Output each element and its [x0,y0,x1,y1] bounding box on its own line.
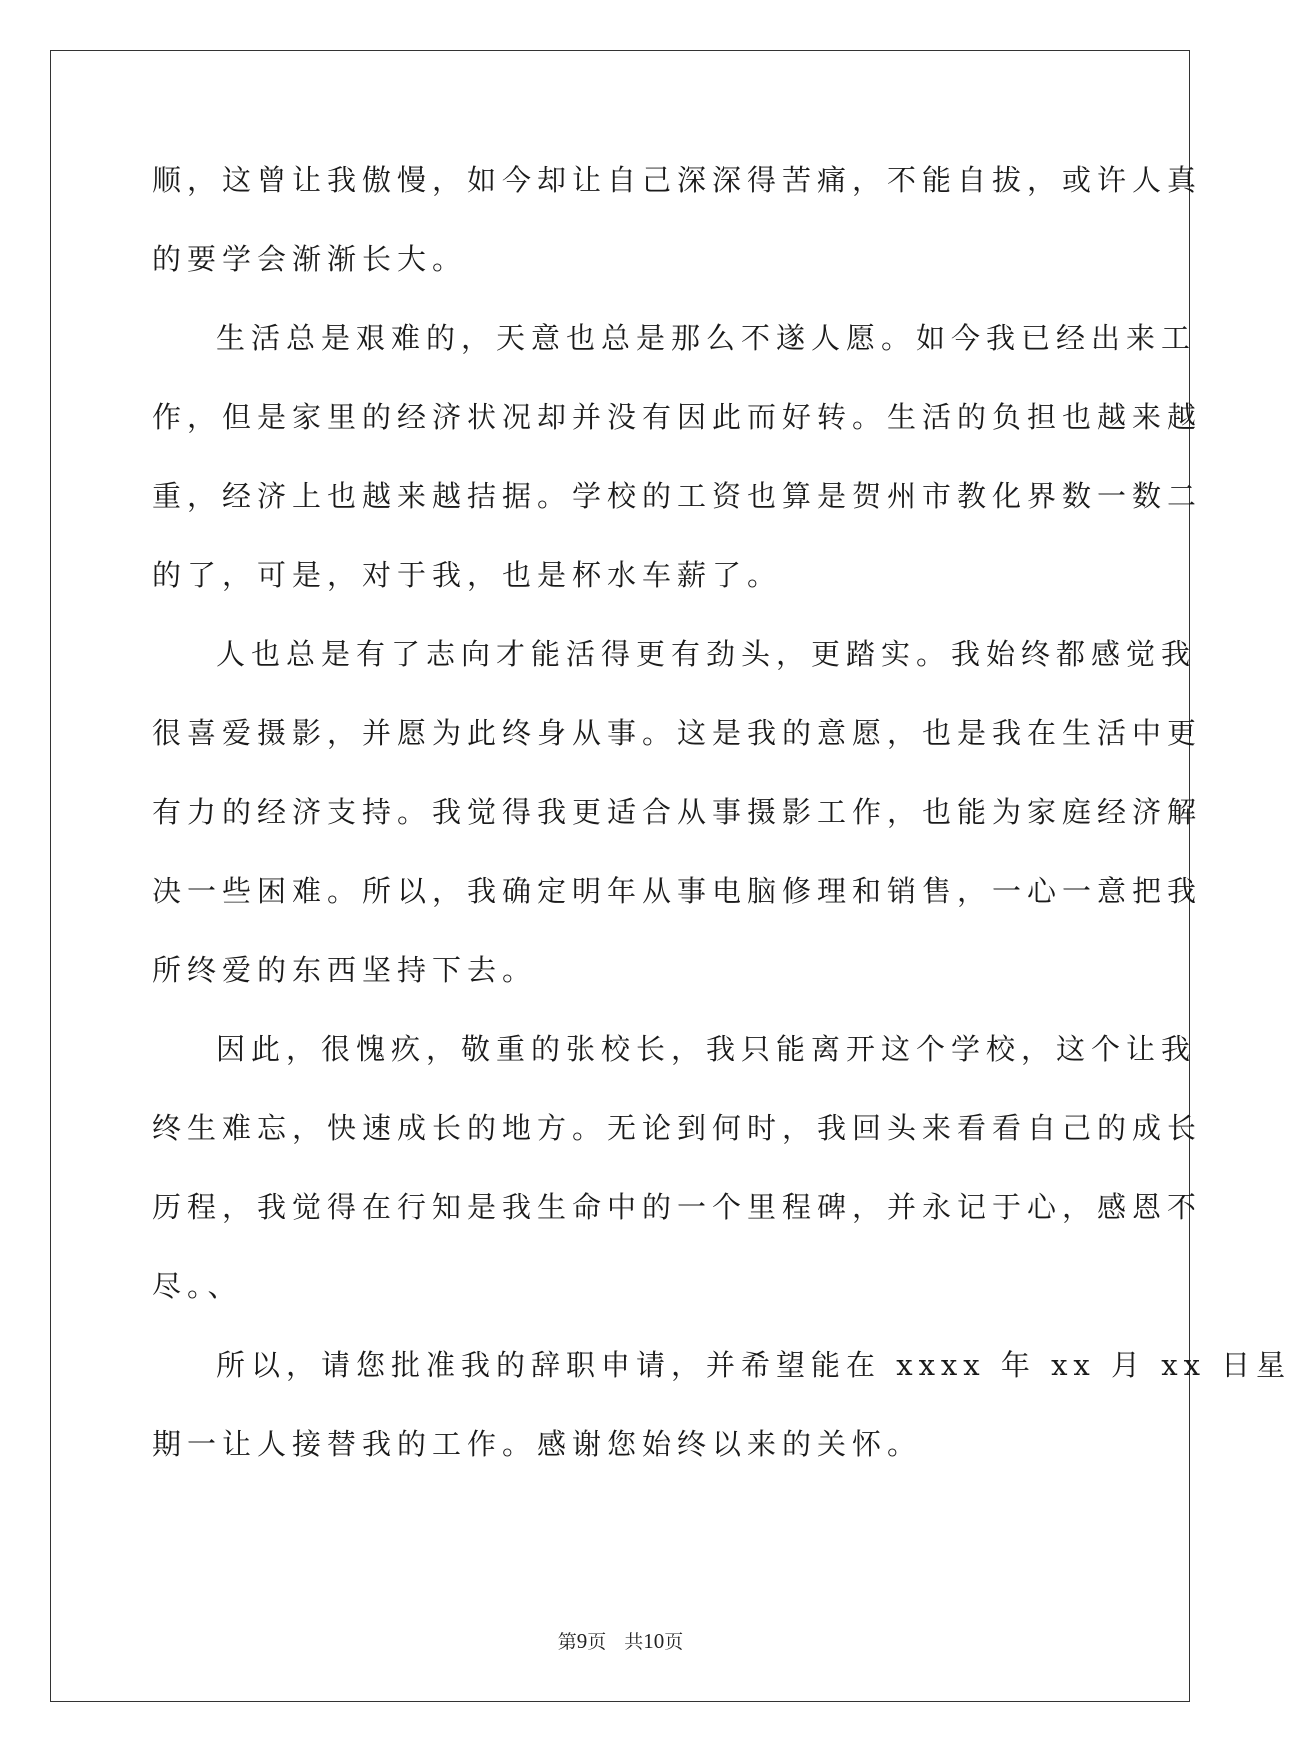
text-line: 顺，这曾让我傲慢，如今却让自己深深得苦痛，不能自拔，或许人真 [152,163,1203,197]
text-line: 的了，可是，对于我，也是杯水车薪了。 [152,558,783,592]
text-line: 人也总是有了志向才能活得更有劲头，更踏实。我始终都感觉我 [216,637,1197,671]
text-line: 历程，我觉得在行知是我生命中的一个里程碑，并永记于心，感恩不 [152,1190,1203,1224]
footer-total-prefix: 共 [624,1631,644,1653]
text-line: 生活总是艰难的，天意也总是那么不遂人愿。如今我已经出来工 [216,321,1197,355]
text-line: 很喜爱摄影，并愿为此终身从事。这是我的意愿，也是我在生活中更 [152,716,1203,750]
text-line: 终生难忘，快速成长的地方。无论到何时，我回头来看看自己的成长 [152,1111,1203,1145]
document-body [152,160,1291,1503]
footer-total-suffix: 页 [664,1631,684,1653]
text-line: 作，但是家里的经济状况却并没有因此而好转。生活的负担也越来越 [152,400,1203,434]
text-line: 因此，很愧疚，敬重的张校长，我只能离开这个学校，这个让我 [216,1032,1197,1066]
text-line: 有力的经济支持。我觉得我更适合从事摄影工作，也能为家庭经济解 [152,795,1203,829]
page-footer [0,1627,1241,1654]
text-line: 所终爱的东西坚持下去。 [152,953,538,987]
footer-page-number: 9 [576,1629,588,1653]
text-line: 期一让人接替我的工作。感谢您始终以来的关怀。 [152,1427,923,1461]
footer-total-pages: 10 [643,1629,665,1653]
footer-prefix: 第 [557,1631,577,1653]
footer-page-suffix: 页 [587,1631,607,1653]
text-line: 决一些困难。所以，我确定明年从事电脑修理和销售，一心一意把我 [152,874,1203,908]
text-line: 所以，请您批准我的辞职申请，并希望能在 xxxx 年 xx 月 xx 日星 [216,1348,1291,1382]
text-line: 尽。、 [152,1269,243,1303]
text-line: 重，经济上也越来越拮据。学校的工资也算是贺州市教化界数一数二 [152,479,1203,513]
text-line: 的要学会渐渐长大。 [152,242,468,276]
